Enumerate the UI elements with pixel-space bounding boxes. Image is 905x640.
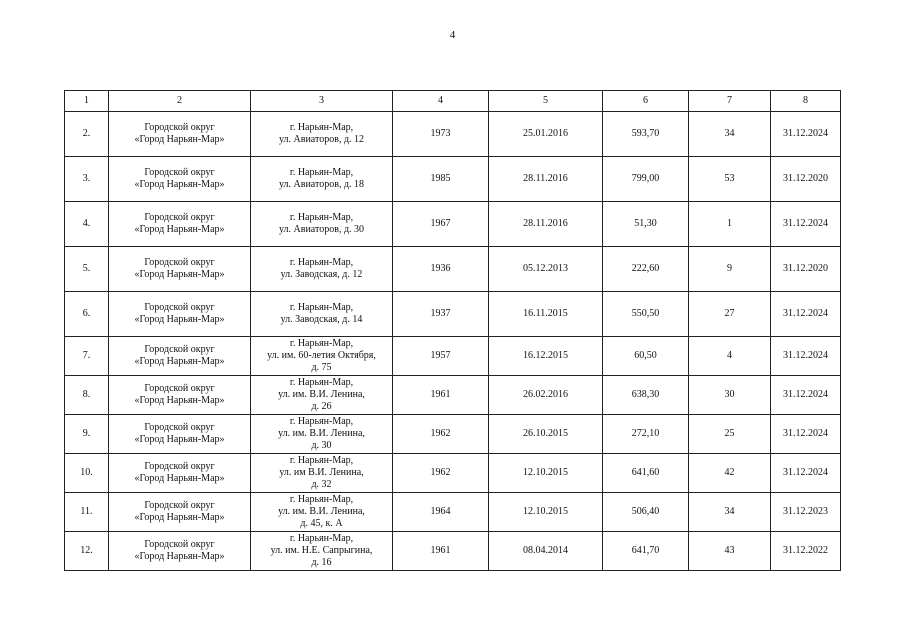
- date-cell: 25.01.2016: [489, 112, 603, 157]
- header-cell: 3: [251, 91, 393, 112]
- date-cell: 16.11.2015: [489, 292, 603, 337]
- deadline-cell: 31.12.2024: [771, 415, 841, 454]
- address-cell: [251, 292, 393, 337]
- address-cell-line: ул. им. В.И. Ленина,: [278, 428, 365, 439]
- owner-cell-line: Городской округ: [144, 539, 215, 550]
- count-cell: 27: [689, 292, 771, 337]
- header-row: [65, 91, 841, 112]
- housing-registry-table: [64, 90, 841, 571]
- owner-cell-line: «Город Нарьян-Мар»: [134, 134, 225, 145]
- address-cell-line: г. Нарьян-Мар,: [289, 416, 354, 427]
- deadline-cell: 31.12.2024: [771, 376, 841, 415]
- deadline-cell: 31.12.2024: [771, 292, 841, 337]
- header-cell: 8: [771, 91, 841, 112]
- address-cell-line: г. Нарьян-Мар,: [289, 257, 354, 268]
- table-row: [65, 532, 841, 571]
- count-cell: 9: [689, 247, 771, 292]
- count-cell: 4: [689, 337, 771, 376]
- address-cell-line: г. Нарьян-Мар,: [289, 533, 354, 544]
- header-cell: 1: [65, 91, 109, 112]
- area-cell: 60,50: [603, 337, 689, 376]
- owner-cell-line: «Город Нарьян-Мар»: [134, 269, 225, 280]
- row-number-cell: 10.: [65, 454, 109, 493]
- deadline-cell: 31.12.2022: [771, 532, 841, 571]
- row-number-cell: 11.: [65, 493, 109, 532]
- address-cell: [251, 157, 393, 202]
- address-cell-line: ул. Авиаторов, д. 18: [278, 179, 365, 190]
- deadline-cell: 31.12.2024: [771, 454, 841, 493]
- row-number-cell: 6.: [65, 292, 109, 337]
- area-cell: 641,70: [603, 532, 689, 571]
- count-cell: 30: [689, 376, 771, 415]
- address-cell-line: д. 30: [311, 440, 332, 451]
- date-cell: 26.10.2015: [489, 415, 603, 454]
- address-cell: [251, 415, 393, 454]
- owner-cell: [109, 292, 251, 337]
- owner-cell-line: «Город Нарьян-Мар»: [134, 434, 225, 445]
- area-cell: 641,60: [603, 454, 689, 493]
- address-cell-line: ул. Заводская, д. 12: [280, 269, 363, 280]
- owner-cell: [109, 202, 251, 247]
- owner-cell: [109, 247, 251, 292]
- address-cell: [251, 376, 393, 415]
- address-cell-line: г. Нарьян-Мар,: [289, 212, 354, 223]
- owner-cell: [109, 493, 251, 532]
- area-cell: 222,60: [603, 247, 689, 292]
- address-cell-line: г. Нарьян-Мар,: [289, 122, 354, 133]
- owner-cell-line: Городской округ: [144, 344, 215, 355]
- year-cell: 1962: [393, 415, 489, 454]
- address-cell: [251, 202, 393, 247]
- owner-cell-line: «Город Нарьян-Мар»: [134, 179, 225, 190]
- deadline-cell: 31.12.2024: [771, 337, 841, 376]
- row-number-cell: 12.: [65, 532, 109, 571]
- row-number-cell: 3.: [65, 157, 109, 202]
- owner-cell: [109, 376, 251, 415]
- area-cell: 550,50: [603, 292, 689, 337]
- owner-cell-line: Городской округ: [144, 167, 215, 178]
- deadline-cell: 31.12.2024: [771, 112, 841, 157]
- count-cell: 42: [689, 454, 771, 493]
- table-row: [65, 157, 841, 202]
- address-cell-line: г. Нарьян-Мар,: [289, 338, 354, 349]
- area-cell: 506,40: [603, 493, 689, 532]
- row-number-cell: 7.: [65, 337, 109, 376]
- address-cell-line: ул. Авиаторов, д. 12: [278, 134, 365, 145]
- owner-cell-line: «Город Нарьян-Мар»: [134, 314, 225, 325]
- table-row: [65, 112, 841, 157]
- area-cell: 272,10: [603, 415, 689, 454]
- owner-cell: [109, 157, 251, 202]
- date-cell: 28.11.2016: [489, 202, 603, 247]
- table-row: [65, 292, 841, 337]
- deadline-cell: 31.12.2020: [771, 157, 841, 202]
- owner-cell-line: Городской округ: [144, 257, 215, 268]
- header-cell: 4: [393, 91, 489, 112]
- address-cell-line: ул. им. Н.Е. Сапрыгина,: [270, 545, 373, 556]
- area-cell: 799,00: [603, 157, 689, 202]
- table-row: [65, 454, 841, 493]
- owner-cell: [109, 454, 251, 493]
- address-cell-line: д. 75: [311, 362, 332, 373]
- owner-cell: [109, 532, 251, 571]
- row-number-cell: 8.: [65, 376, 109, 415]
- owner-cell: [109, 112, 251, 157]
- year-cell: 1937: [393, 292, 489, 337]
- count-cell: 1: [689, 202, 771, 247]
- header-cell: 6: [603, 91, 689, 112]
- count-cell: 25: [689, 415, 771, 454]
- count-cell: 34: [689, 112, 771, 157]
- date-cell: 28.11.2016: [489, 157, 603, 202]
- date-cell: 26.02.2016: [489, 376, 603, 415]
- date-cell: 12.10.2015: [489, 454, 603, 493]
- area-cell: 638,30: [603, 376, 689, 415]
- year-cell: 1961: [393, 376, 489, 415]
- count-cell: 34: [689, 493, 771, 532]
- owner-cell: [109, 415, 251, 454]
- address-cell: [251, 493, 393, 532]
- address-cell: [251, 532, 393, 571]
- owner-cell-line: Городской округ: [144, 122, 215, 133]
- count-cell: 43: [689, 532, 771, 571]
- date-cell: 05.12.2013: [489, 247, 603, 292]
- year-cell: 1967: [393, 202, 489, 247]
- year-cell: 1973: [393, 112, 489, 157]
- page-number: 4: [449, 29, 456, 41]
- date-cell: 16.12.2015: [489, 337, 603, 376]
- address-cell-line: д. 16: [311, 557, 332, 568]
- row-number-cell: 5.: [65, 247, 109, 292]
- area-cell: 51,30: [603, 202, 689, 247]
- owner-cell-line: Городской округ: [144, 461, 215, 472]
- address-cell-line: д. 26: [311, 401, 332, 412]
- owner-cell-line: «Город Нарьян-Мар»: [134, 473, 225, 484]
- year-cell: 1936: [393, 247, 489, 292]
- row-number-cell: 2.: [65, 112, 109, 157]
- year-cell: 1962: [393, 454, 489, 493]
- owner-cell-line: «Город Нарьян-Мар»: [134, 395, 225, 406]
- address-cell-line: ул. им. В.И. Ленина,: [278, 506, 365, 517]
- table-row: [65, 376, 841, 415]
- address-cell-line: г. Нарьян-Мар,: [289, 494, 354, 505]
- row-number-cell: 9.: [65, 415, 109, 454]
- owner-cell-line: Городской округ: [144, 383, 215, 394]
- owner-cell-line: Городской округ: [144, 302, 215, 313]
- owner-cell-line: «Город Нарьян-Мар»: [134, 551, 225, 562]
- owner-cell-line: «Город Нарьян-Мар»: [134, 512, 225, 523]
- owner-cell-line: Городской округ: [144, 500, 215, 511]
- address-cell: [251, 112, 393, 157]
- date-cell: 08.04.2014: [489, 532, 603, 571]
- owner-cell-line: «Город Нарьян-Мар»: [134, 224, 225, 235]
- address-cell-line: г. Нарьян-Мар,: [289, 455, 354, 466]
- owner-cell-line: «Город Нарьян-Мар»: [134, 356, 225, 367]
- owner-cell-line: Городской округ: [144, 422, 215, 433]
- header-cell: 5: [489, 91, 603, 112]
- address-cell-line: ул. им В.И. Ленина,: [279, 467, 364, 478]
- deadline-cell: 31.12.2020: [771, 247, 841, 292]
- header-cell: 2: [109, 91, 251, 112]
- table-row: [65, 337, 841, 376]
- table-row: [65, 493, 841, 532]
- table-row: [65, 415, 841, 454]
- address-cell-line: ул. Авиаторов, д. 30: [278, 224, 365, 235]
- address-cell-line: г. Нарьян-Мар,: [289, 302, 354, 313]
- table-row: [65, 247, 841, 292]
- table-body: [65, 112, 841, 571]
- count-cell: 53: [689, 157, 771, 202]
- owner-cell: [109, 337, 251, 376]
- address-cell-line: ул. Заводская, д. 14: [280, 314, 363, 325]
- address-cell: [251, 337, 393, 376]
- owner-cell-line: Городской округ: [144, 212, 215, 223]
- year-cell: 1957: [393, 337, 489, 376]
- address-cell-line: д. 45, к. А: [300, 518, 343, 529]
- table-row: [65, 202, 841, 247]
- address-cell-line: ул. им. В.И. Ленина,: [278, 389, 365, 400]
- row-number-cell: 4.: [65, 202, 109, 247]
- deadline-cell: 31.12.2023: [771, 493, 841, 532]
- year-cell: 1985: [393, 157, 489, 202]
- deadline-cell: 31.12.2024: [771, 202, 841, 247]
- date-cell: 12.10.2015: [489, 493, 603, 532]
- year-cell: 1964: [393, 493, 489, 532]
- address-cell-line: д. 32: [311, 479, 332, 490]
- address-cell-line: г. Нарьян-Мар,: [289, 377, 354, 388]
- header-cell: 7: [689, 91, 771, 112]
- year-cell: 1961: [393, 532, 489, 571]
- address-cell: [251, 454, 393, 493]
- address-cell-line: ул. им. 60-летия Октября,: [267, 350, 376, 361]
- area-cell: 593,70: [603, 112, 689, 157]
- address-cell: [251, 247, 393, 292]
- address-cell-line: г. Нарьян-Мар,: [289, 167, 354, 178]
